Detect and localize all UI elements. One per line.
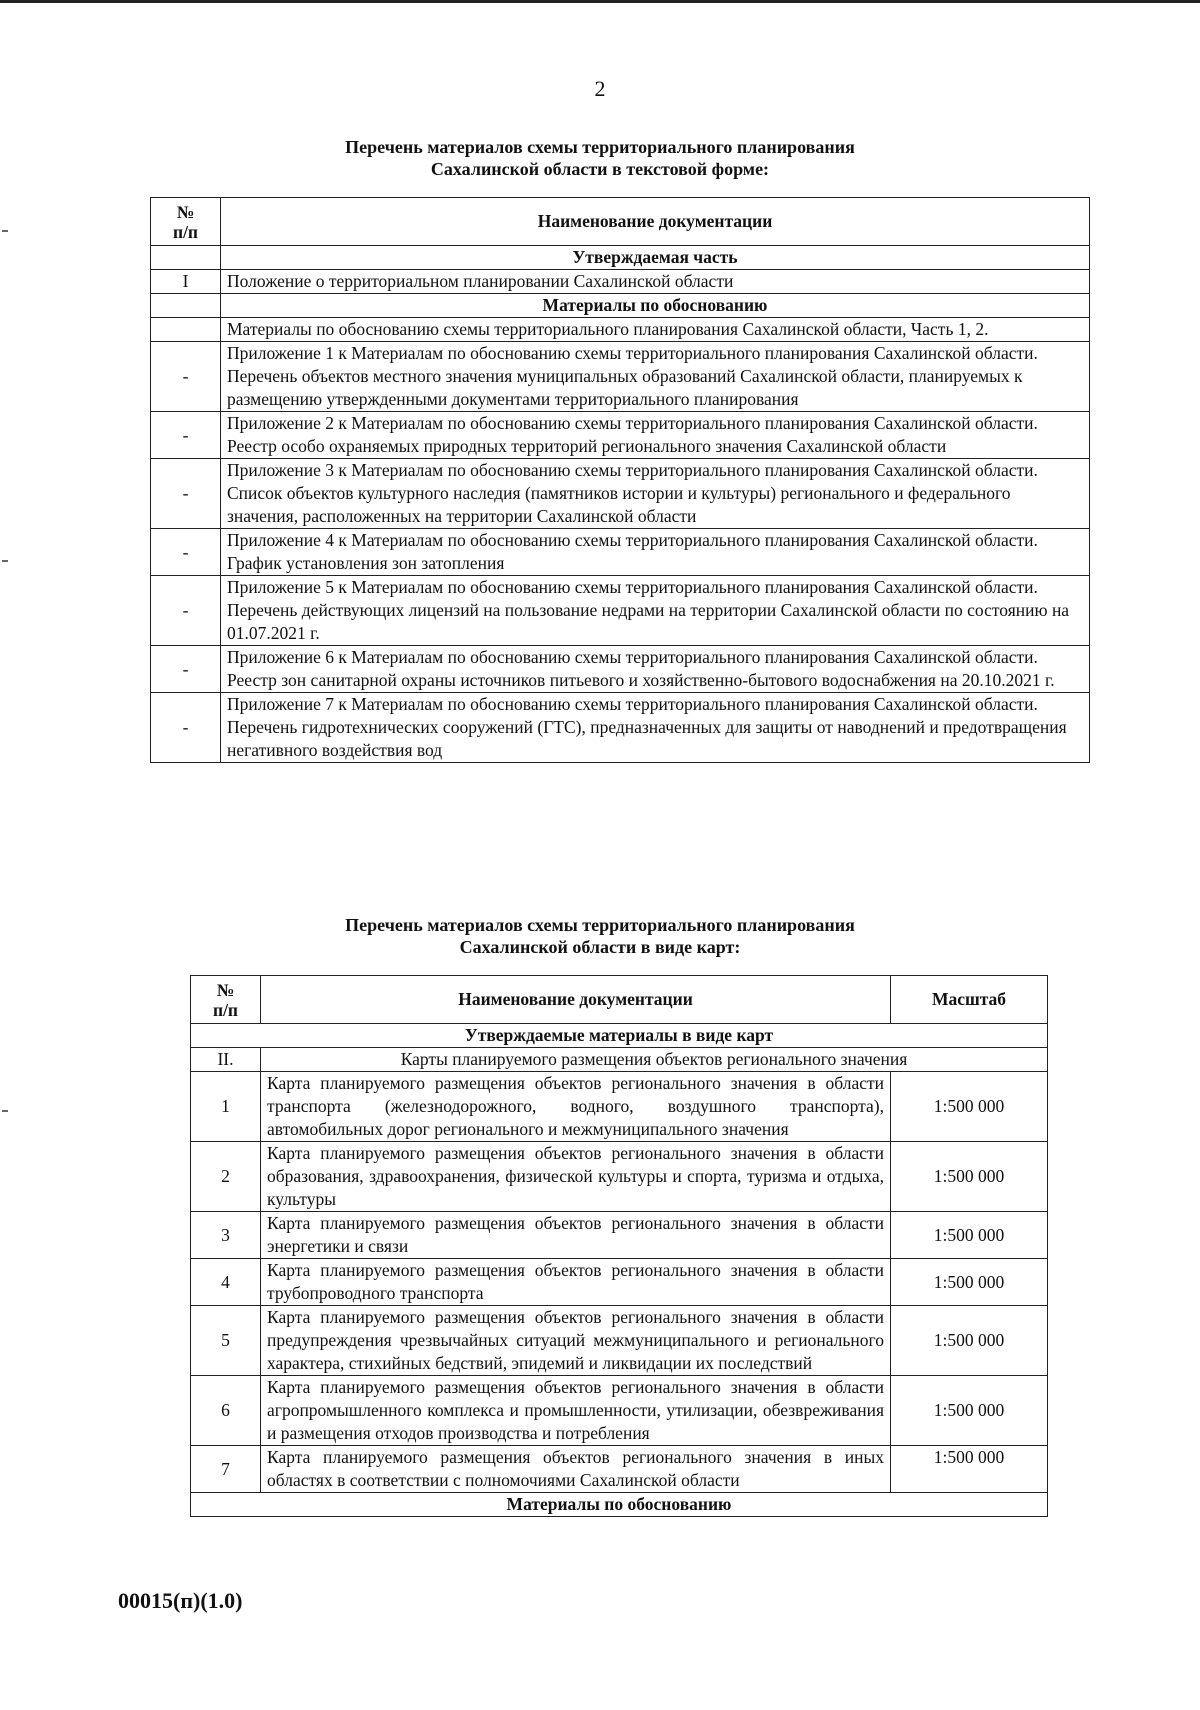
- text-materials-table: [150, 197, 1090, 763]
- margin-mark: [2, 230, 8, 232]
- table-row: [191, 1259, 1048, 1306]
- page-number: 2: [594, 76, 606, 101]
- table-row: [191, 1376, 1048, 1446]
- section-row: [191, 1024, 1048, 1048]
- row-num: -: [151, 459, 221, 529]
- row-num: 6: [191, 1376, 261, 1446]
- row-name: Карта планируемого размещения объектов регионального значения в области транспорта (железнодорожного, водного, воздушного транспорта), автомобильных дорог регионального и межмуниципального значения: [261, 1072, 891, 1142]
- map-materials-title-line2: Сахалинской области в виде карт:: [459, 937, 741, 957]
- header-scale: Масштаб: [891, 976, 1048, 1024]
- table-row: [191, 1446, 1048, 1493]
- row-num: -: [151, 342, 221, 412]
- row-name: Карта планируемого размещения объектов регионального значения в области образования, здравоохранения, физической культуры и спорта, туризма и отдыха, культуры: [261, 1142, 891, 1212]
- table-row: [151, 318, 1090, 342]
- table-row: [151, 459, 1090, 529]
- row-num: -: [151, 693, 221, 763]
- row-name: Приложение 3 к Материалам по обоснованию схемы территориального планирования Сахалинской области. Список объектов культурного наследия (памятников истории и культуры) регионального и федерального значения, расположенных на территории Сахалинской области: [221, 459, 1090, 529]
- section-approved: Утверждаемая часть: [221, 246, 1090, 270]
- empty-cell: [151, 246, 221, 270]
- table-header-row: [191, 976, 1048, 1024]
- row-num: [151, 318, 221, 342]
- text-materials-title-line2: Сахалинской области в текстовой форме:: [430, 159, 770, 179]
- map-materials-title: [0, 914, 1200, 958]
- row-name: Приложение 7 к Материалам по обоснованию схемы территориального планирования Сахалинской области. Перечень гидротехнических сооружений (ГТС), предназначенных для защиты от наводнений и предотвращения негативного воздействия вод: [221, 693, 1090, 763]
- row-scale: 1:500 000: [891, 1072, 1048, 1142]
- document-code: 00015(п)(1.0): [118, 1588, 243, 1613]
- row-num: -: [151, 646, 221, 693]
- table-row: [191, 1306, 1048, 1376]
- row-name: Карта планируемого размещения объектов регионального значения в области агропромышленного комплекса и промышленности, утилизации, обезвреживания и размещения отходов производства и потребления: [261, 1376, 891, 1446]
- row-name: Карта планируемого размещения объектов регионального значения в иных областях в соответствии с полномочиями Сахалинской области: [261, 1446, 891, 1493]
- margin-mark: [2, 560, 8, 562]
- section-row: [151, 294, 1090, 318]
- table-header-row: [151, 198, 1090, 246]
- row-num: -: [151, 529, 221, 576]
- table-row: [191, 1048, 1048, 1072]
- table-row: [151, 576, 1090, 646]
- page-top-edge: [0, 0, 1200, 3]
- row-name: Приложение 2 к Материалам по обоснованию схемы территориального планирования Сахалинской области. Реестр особо охраняемых природных территорий регионального значения Сахалинской области: [221, 412, 1090, 459]
- row-num: 7: [191, 1446, 261, 1493]
- row-num: 3: [191, 1212, 261, 1259]
- section-justification: Материалы по обоснованию: [221, 294, 1090, 318]
- row-scale: 1:500 000: [891, 1376, 1048, 1446]
- text-materials-title-line1: Перечень материалов схемы территориального планирования: [345, 137, 855, 157]
- section-justification: Материалы по обоснованию: [191, 1493, 1048, 1517]
- text-materials-title: [0, 136, 1200, 180]
- table-row: [191, 1142, 1048, 1212]
- row-name: Приложение 1 к Материалам по обоснованию схемы территориального планирования Сахалинской области. Перечень объектов местного значения муниципальных образований Сахалинской области, планируемых к размещению утвержденными документами территориального планирования: [221, 342, 1090, 412]
- row-scale: 1:500 000: [891, 1212, 1048, 1259]
- table-row: [191, 1072, 1048, 1142]
- row-name: Приложение 5 к Материалам по обоснованию схемы территориального планирования Сахалинской области. Перечень действующих лицензий на пользование недрами на территории Сахалинской области по состоянию на 01.07.2021 г.: [221, 576, 1090, 646]
- header-name: Наименование документации: [261, 976, 891, 1024]
- header-num: № п/п: [191, 976, 261, 1024]
- table-row: [151, 412, 1090, 459]
- row-scale: 1:500 000: [891, 1142, 1048, 1212]
- header-num: № п/п: [151, 198, 221, 246]
- row-num: 4: [191, 1259, 261, 1306]
- table-row: [151, 693, 1090, 763]
- empty-cell: [151, 294, 221, 318]
- table-row: [151, 342, 1090, 412]
- section-row: [151, 246, 1090, 270]
- table-row: [151, 646, 1090, 693]
- row-num: 1: [191, 1072, 261, 1142]
- row-num: II.: [191, 1048, 261, 1072]
- map-materials-table: [190, 975, 1048, 1517]
- row-name: Карта планируемого размещения объектов регионального значения в области предупреждения чрезвычайных ситуаций межмуниципального и регионального характера, стихийных бедствий, эпидемий и ликвидации их последствий: [261, 1306, 891, 1376]
- header-name: Наименование документации: [221, 198, 1090, 246]
- row-num: 5: [191, 1306, 261, 1376]
- row-scale: 1:500 000: [891, 1306, 1048, 1376]
- row-num: 2: [191, 1142, 261, 1212]
- table-row: [151, 270, 1090, 294]
- table-row: [151, 529, 1090, 576]
- map-materials-title-line1: Перечень материалов схемы территориального планирования: [345, 915, 855, 935]
- row-num: I: [151, 270, 221, 294]
- row-name: Приложение 4 к Материалам по обоснованию схемы территориального планирования Сахалинской области. График установления зон затопления: [221, 529, 1090, 576]
- row-name: Карта планируемого размещения объектов регионального значения в области трубопроводного транспорта: [261, 1259, 891, 1306]
- row-name: Приложение 6 к Материалам по обоснованию схемы территориального планирования Сахалинской области. Реестр зон санитарной охраны источников питьевого и хозяйственно-бытового водоснабжения на 20.10.2021 г.: [221, 646, 1090, 693]
- row-num: -: [151, 412, 221, 459]
- table-row: [191, 1212, 1048, 1259]
- section-row: [191, 1493, 1048, 1517]
- row-scale: 1:500 000: [891, 1446, 1048, 1493]
- margin-mark: [2, 1110, 8, 1112]
- row-name: Материалы по обоснованию схемы территориального планирования Сахалинской области, Часть 1, 2.: [221, 318, 1090, 342]
- section-approved: Утверждаемые материалы в виде карт: [191, 1024, 1048, 1048]
- row-name: Карты планируемого размещения объектов регионального значения: [261, 1048, 1048, 1072]
- row-name: Положение о территориальном планировании Сахалинской области: [221, 270, 1090, 294]
- row-name: Карта планируемого размещения объектов регионального значения в области энергетики и связи: [261, 1212, 891, 1259]
- row-num: -: [151, 576, 221, 646]
- row-scale: 1:500 000: [891, 1259, 1048, 1306]
